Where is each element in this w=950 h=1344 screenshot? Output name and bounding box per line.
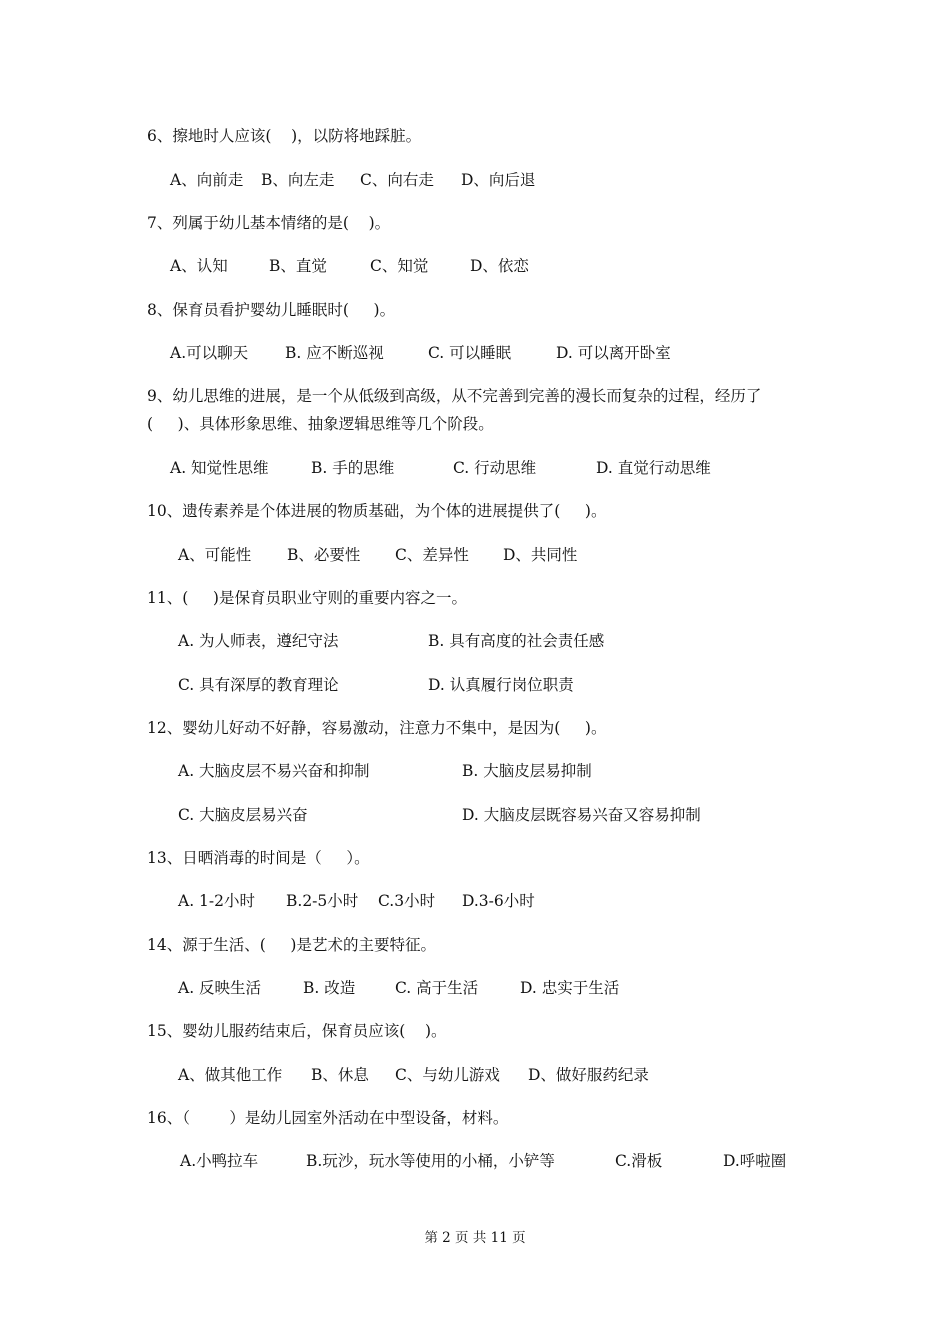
q14-option-b: B. 改造 [303,979,356,997]
q15-option-c: C、与幼儿游戏 [395,1066,500,1084]
question-16: 16、（ ）是幼儿园室外活动在中型设备，材料。 [147,1109,509,1127]
q11-option-c: C. 具有深厚的教育理论 [178,676,339,694]
q16-option-a: A.小鸭拉车 [180,1152,259,1170]
q8-option-b: B. 应不断巡视 [285,344,384,362]
question-9-continued: ( )、具体形象思维、抽象逻辑思维等几个阶段。 [147,415,494,433]
q15-option-d: D、做好服药纪录 [528,1066,649,1084]
page-number-footer: 第 2 页 共 11 页 [424,1230,526,1246]
q8-option-d: D. 可以离开卧室 [556,344,671,362]
q15-option-a: A、做其他工作 [178,1066,283,1084]
q13-option-d: D.3-6小时 [462,892,535,910]
q9-option-a: A. 知觉性思维 [170,459,269,477]
question-9: 9、幼儿思维的进展，是一个从低级到高级，从不完善到完善的漫长而复杂的过程，经历了 [147,387,762,405]
question-11: 11、( )是保育员职业守则的重要内容之一。 [147,589,467,607]
q10-option-b: B、必要性 [287,546,361,564]
question-6: 6、擦地时人应该( )，以防将地踩脏。 [147,127,422,145]
q13-option-a: A. 1-2小时 [178,892,256,910]
q7-option-c: C、知觉 [370,257,429,275]
question-8: 8、保育员看护婴幼儿睡眠时( )。 [147,301,396,319]
q14-option-d: D. 忠实于生活 [520,979,620,997]
q7-option-b: B、直觉 [269,257,327,275]
q14-option-a: A. 反映生活 [178,979,262,997]
question-15: 15、婴幼儿服药结束后，保育员应该( )。 [147,1022,447,1040]
q10-option-c: C、差异性 [395,546,469,564]
q10-option-d: D、共同性 [503,546,578,564]
q16-option-c: C.滑板 [615,1152,663,1170]
q14-option-c: C. 高于生活 [395,979,479,997]
q6-option-c: C、向右走 [360,171,434,189]
question-10: 10、遗传素养是个体进展的物质基础，为个体的进展提供了( )。 [147,502,607,520]
q11-option-b: B. 具有高度的社会责任感 [428,632,605,650]
q12-option-a: A. 大脑皮层不易兴奋和抑制 [178,762,370,780]
q16-option-b: B.玩沙，玩水等使用的小桶，小铲等 [306,1152,555,1170]
question-7: 7、列属于幼儿基本情绪的是( )。 [147,214,391,232]
question-13: 13、日晒消毒的时间是（ ）。 [147,849,370,867]
q12-option-d: D. 大脑皮层既容易兴奋又容易抑制 [462,806,701,824]
q8-option-a: A.可以聊天 [170,344,249,362]
q9-option-b: B. 手的思维 [311,459,395,477]
q8-option-c: C. 可以睡眠 [428,344,512,362]
q15-option-b: B、休息 [311,1066,369,1084]
q12-option-b: B. 大脑皮层易抑制 [462,762,592,780]
q13-option-c: C.3小时 [378,892,436,910]
q10-option-a: A、可能性 [178,546,252,564]
q12-option-c: C. 大脑皮层易兴奋 [178,806,308,824]
q13-option-b: B.2-5小时 [286,892,359,910]
q9-option-d: D. 直觉行动思维 [596,459,711,477]
q6-option-b: B、向左走 [261,171,335,189]
q6-option-d: D、向后退 [461,171,536,189]
question-14: 14、源于生活、( )是艺术的主要特征。 [147,936,436,954]
q7-option-a: A、认知 [170,257,228,275]
q7-option-d: D、依恋 [470,257,529,275]
q9-option-c: C. 行动思维 [453,459,537,477]
question-12: 12、婴幼儿好动不好静，容易激动，注意力不集中，是因为( )。 [147,719,607,737]
q16-option-d: D.呼啦圈 [723,1152,787,1170]
q6-option-a: A、向前走 [170,171,244,189]
q11-option-d: D. 认真履行岗位职责 [428,676,574,694]
q11-option-a: A. 为人师表，遵纪守法 [178,632,339,650]
